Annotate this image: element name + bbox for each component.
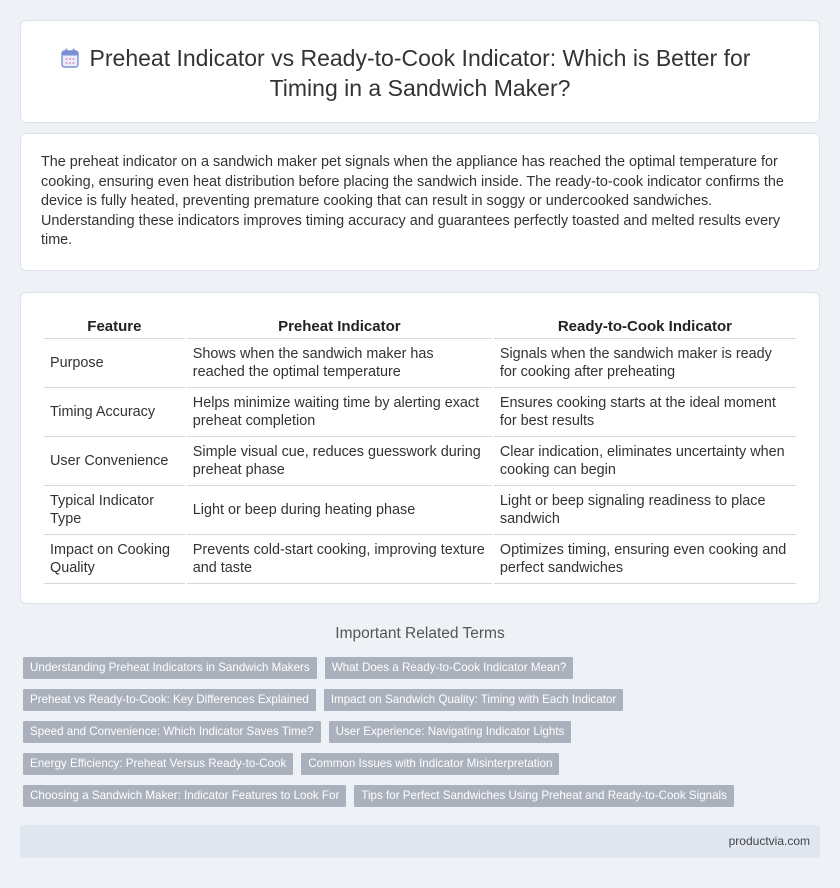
comparison-table bbox=[42, 315, 798, 584]
header-card bbox=[20, 20, 820, 123]
tag-row bbox=[23, 657, 813, 679]
table-cell-feature: Timing Accuracy bbox=[44, 388, 185, 437]
table-row bbox=[44, 486, 796, 535]
table-cell-preheat: Light or beep during heating phase bbox=[187, 486, 492, 535]
page-title: Preheat Indicator vs Ready-to-Cook Indicator: Which is Better for Timing in a Sandwich Maker? bbox=[89, 45, 751, 101]
related-term-link[interactable]: Common Issues with Indicator Misinterpretation bbox=[301, 753, 559, 775]
related-term-link[interactable]: What Does a Ready-to-Cook Indicator Mean? bbox=[325, 657, 574, 679]
related-terms-heading: Important Related Terms bbox=[335, 625, 505, 642]
table-cell-feature: Purpose bbox=[44, 339, 185, 388]
table-cell-ready: Optimizes timing, ensuring even cooking and perfect sandwiches bbox=[494, 535, 796, 584]
table-cell-feature: Typical Indicator Type bbox=[44, 486, 185, 535]
table-cell-feature: User Convenience bbox=[44, 437, 185, 486]
intro-card bbox=[20, 133, 820, 271]
footer-site-link[interactable]: productvia.com bbox=[728, 834, 810, 848]
tag-row bbox=[23, 689, 813, 711]
related-term-link[interactable]: Understanding Preheat Indicators in Sandwich Makers bbox=[23, 657, 317, 679]
related-term-link[interactable]: Preheat vs Ready-to-Cook: Key Differences Explained bbox=[23, 689, 316, 711]
column-header-preheat: Preheat Indicator bbox=[187, 315, 492, 339]
table-cell-preheat: Prevents cold-start cooking, improving texture and taste bbox=[187, 535, 492, 584]
tag-row bbox=[23, 753, 813, 775]
table-cell-ready: Ensures cooking starts at the ideal moment for best results bbox=[494, 388, 796, 437]
table-row bbox=[44, 339, 796, 388]
related-term-link[interactable]: Choosing a Sandwich Maker: Indicator Features to Look For bbox=[23, 785, 346, 807]
comparison-card bbox=[20, 292, 820, 604]
table-cell-feature: Impact on Cooking Quality bbox=[44, 535, 185, 584]
table-row bbox=[44, 388, 796, 437]
related-term-link[interactable]: Impact on Sandwich Quality: Timing with Each Indicator bbox=[324, 689, 623, 711]
table-cell-ready: Clear indication, eliminates uncertainty when cooking can begin bbox=[494, 437, 796, 486]
table-header-row bbox=[44, 315, 796, 339]
table-cell-preheat: Shows when the sandwich maker has reached the optimal temperature bbox=[187, 339, 492, 388]
related-term-link[interactable]: Tips for Perfect Sandwiches Using Preheat and Ready-to-Cook Signals bbox=[354, 785, 734, 807]
table-row bbox=[44, 437, 796, 486]
table-cell-ready: Signals when the sandwich maker is ready for cooking after preheating bbox=[494, 339, 796, 388]
related-term-link[interactable]: Speed and Convenience: Which Indicator Saves Time? bbox=[23, 721, 321, 743]
table-row bbox=[44, 535, 796, 584]
footer-bar bbox=[20, 825, 820, 858]
table-cell-ready: Light or beep signaling readiness to place sandwich bbox=[494, 486, 796, 535]
intro-paragraph: The preheat indicator on a sandwich maker pet signals when the appliance has reached the optimal temperature for cooking, ensuring even heat distribution before placing the sandwich inside. The ready-to-cook indicator confirms the device is fully heated, preventing premature cooking that can result in soggy or undercooked sandwiches. Understanding these indicators improves timing accuracy and guarantees perfectly toasted and melted results every time. bbox=[41, 154, 784, 249]
column-header-ready: Ready-to-Cook Indicator bbox=[494, 315, 796, 339]
column-header-feature: Feature bbox=[44, 315, 185, 339]
related-term-link[interactable]: Energy Efficiency: Preheat Versus Ready-to-Cook bbox=[23, 753, 293, 775]
tag-row bbox=[23, 785, 813, 807]
related-terms-list bbox=[23, 657, 813, 817]
tag-row bbox=[23, 721, 813, 743]
table-cell-preheat: Helps minimize waiting time by alerting exact preheat completion bbox=[187, 388, 492, 437]
table-cell-preheat: Simple visual cue, reduces guesswork during preheat phase bbox=[187, 437, 492, 486]
related-term-link[interactable]: User Experience: Navigating Indicator Lights bbox=[329, 721, 572, 743]
